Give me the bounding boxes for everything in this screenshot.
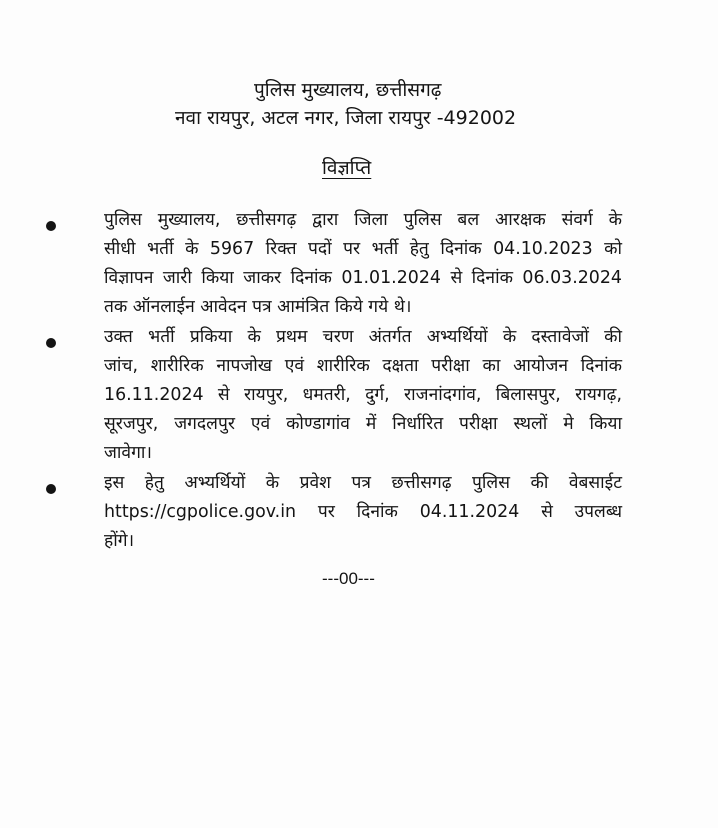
paragraph-line: उक्त भर्ती प्रकिया के प्रथम चरण अंतर्गत अभ्यर्थियों के दस्तावेजों की [104, 327, 622, 347]
paragraph-2 [104, 323, 622, 468]
bullet-icon [46, 338, 56, 348]
paragraph-line: पुलिस मुख्यालय, छत्तीसगढ़ द्वारा जिला पुलिस बल आरक्षक संवर्ग के [104, 210, 622, 230]
paragraph-line: https://cgpolice.gov.in पर दिनांक 04.11.2024 से उपलब्ध [104, 502, 622, 522]
paragraph-line: 16.11.2024 से रायपुर, धमतरी, दुर्ग, राजनांदगांव, बिलासपुर, रायगढ़, [104, 385, 622, 405]
bullet-icon [46, 484, 56, 494]
paragraph-line: सीधी भर्ती के 5967 रिक्त पदों पर भर्ती हेतु दिनांक 04.10.2023 को [104, 239, 622, 259]
paragraph-1 [104, 206, 622, 322]
paragraph-line: सूरजपुर, जगदलपुर एवं कोण्डागांव में निर्धारित परीक्षा स्थलों मे किया [104, 414, 622, 434]
office-address: नवा रायपुर, अटल नगर, जिला रायपुर -492002 [175, 107, 517, 129]
notice-title: विज्ञप्ति [322, 157, 372, 179]
paragraph-3 [104, 469, 622, 556]
office-name: पुलिस मुख्यालय, छत्तीसगढ़ [254, 79, 442, 101]
paragraph-line: जावेगा। [104, 443, 152, 463]
paragraph-line: जांच, शारीरिक नापजोख एवं शारीरिक दक्षता परीक्षा का आयोजन दिनांक [104, 356, 622, 376]
closing-mark: ---00--- [322, 569, 375, 588]
paragraph-line: तक ऑनलाईन आवेदन पत्र आमंत्रित किये गये थे। [104, 297, 412, 317]
paragraph-line: इस हेतु अभ्यर्थियों के प्रवेश पत्र छत्तीसगढ़ पुलिस की वेबसाईट [104, 473, 622, 493]
paragraph-line: विज्ञापन जारी किया जाकर दिनांक 01.01.2024 से दिनांक 06.03.2024 [104, 268, 622, 288]
paragraph-line: होंगे। [104, 531, 135, 551]
bullet-icon [46, 221, 56, 231]
